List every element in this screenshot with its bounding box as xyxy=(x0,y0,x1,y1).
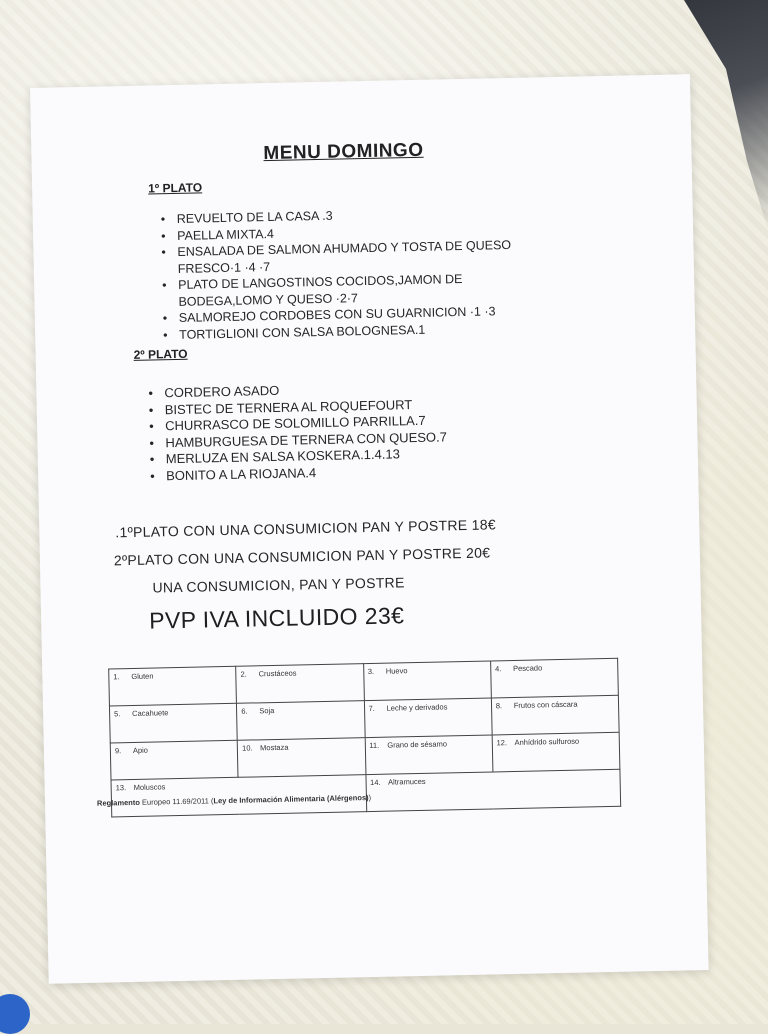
list-item: • CORDERO ASADO xyxy=(148,382,280,401)
list-item: • BISTEC DE TERNERA AL ROQUEFOURT xyxy=(148,396,413,418)
list-item: • PAELLA MIXTA.4 xyxy=(160,226,275,243)
second-course-heading: 2º PLATO xyxy=(133,346,188,362)
allergen-cell: 1. Gluten xyxy=(109,666,237,706)
first-course-heading: 1º PLATO xyxy=(147,180,203,196)
regulation-footnote: Reglamento Europeo 11.69/2011 (Ley de Información Alimentaria (Alérgenos)) xyxy=(96,793,372,808)
allergen-cell: 11. Grano de sésamo xyxy=(365,735,493,775)
pvp-total-price: PVP IVA INCLUIDO 23€ xyxy=(148,602,405,634)
list-item: • CHURRASCO DE SOLOMILLO PARRILLA.7 xyxy=(148,412,426,434)
list-item: • PLATO DE LANGOSTINOS COCIDOS,JAMON DE xyxy=(162,271,463,293)
list-item: • SALMOREJO CORDOBES CON SU GUARNICION ·1 ·3 xyxy=(162,304,496,326)
list-item: • MERLUZA EN SALSA KOSKERA.1.4.13 xyxy=(149,446,401,467)
list-item-continuation: BODEGA,LOMO Y QUESO ·2·7 xyxy=(178,290,359,309)
price-second-course: 2ºPLATO CON UNA CONSUMICION PAN Y POSTRE 20€ xyxy=(113,544,491,569)
allergen-cell: 3. Huevo xyxy=(363,661,491,701)
list-item: • ENSALADA DE SALMON AHUMADO Y TOSTA DE QUESO xyxy=(161,237,512,260)
list-item: • BONITO A LA RIOJANA.4 xyxy=(149,464,317,484)
allergen-cell: 9. Apio xyxy=(110,740,238,780)
second-course-list xyxy=(146,379,448,484)
allergen-cell: 6. Soja xyxy=(237,701,365,741)
allergen-cell: 2. Crustáceos xyxy=(236,664,364,704)
allergen-cell: 13. Moluscos xyxy=(111,775,366,817)
menu-sheet xyxy=(30,74,709,984)
list-item: • REVUELTO DE LA CASA .3 xyxy=(160,208,333,227)
allergen-cell: 8. Frutos con cáscara xyxy=(491,695,619,735)
list-item-continuation: FRESCO·1 ·4 ·7 xyxy=(177,259,271,276)
price-first-course: .1ºPLATO CON UNA CONSUMICION PAN Y POSTRE 18€ xyxy=(115,516,497,541)
first-course-list xyxy=(159,204,513,343)
allergen-cell: 10. Mostaza xyxy=(237,738,365,778)
allergen-cell: 5. Cacahuete xyxy=(109,703,237,743)
allergen-cell: 4. Pescado xyxy=(490,658,618,698)
allergen-cell: 14. Altramuces xyxy=(365,769,620,811)
allergen-cell: 7. Leche y derivados xyxy=(364,698,492,738)
price-included-items: UNA CONSUMICION, PAN Y POSTRE xyxy=(152,574,405,596)
list-item: • TORTIGLIONI CON SALSA BOLOGNESA.1 xyxy=(163,322,426,342)
list-item: • HAMBURGUESA DE TERNERA CON QUESO.7 xyxy=(149,428,448,451)
menu-title: MENU DOMINGO xyxy=(263,139,424,165)
allergen-cell: 12. Anhídrido sulfuroso xyxy=(492,732,620,772)
